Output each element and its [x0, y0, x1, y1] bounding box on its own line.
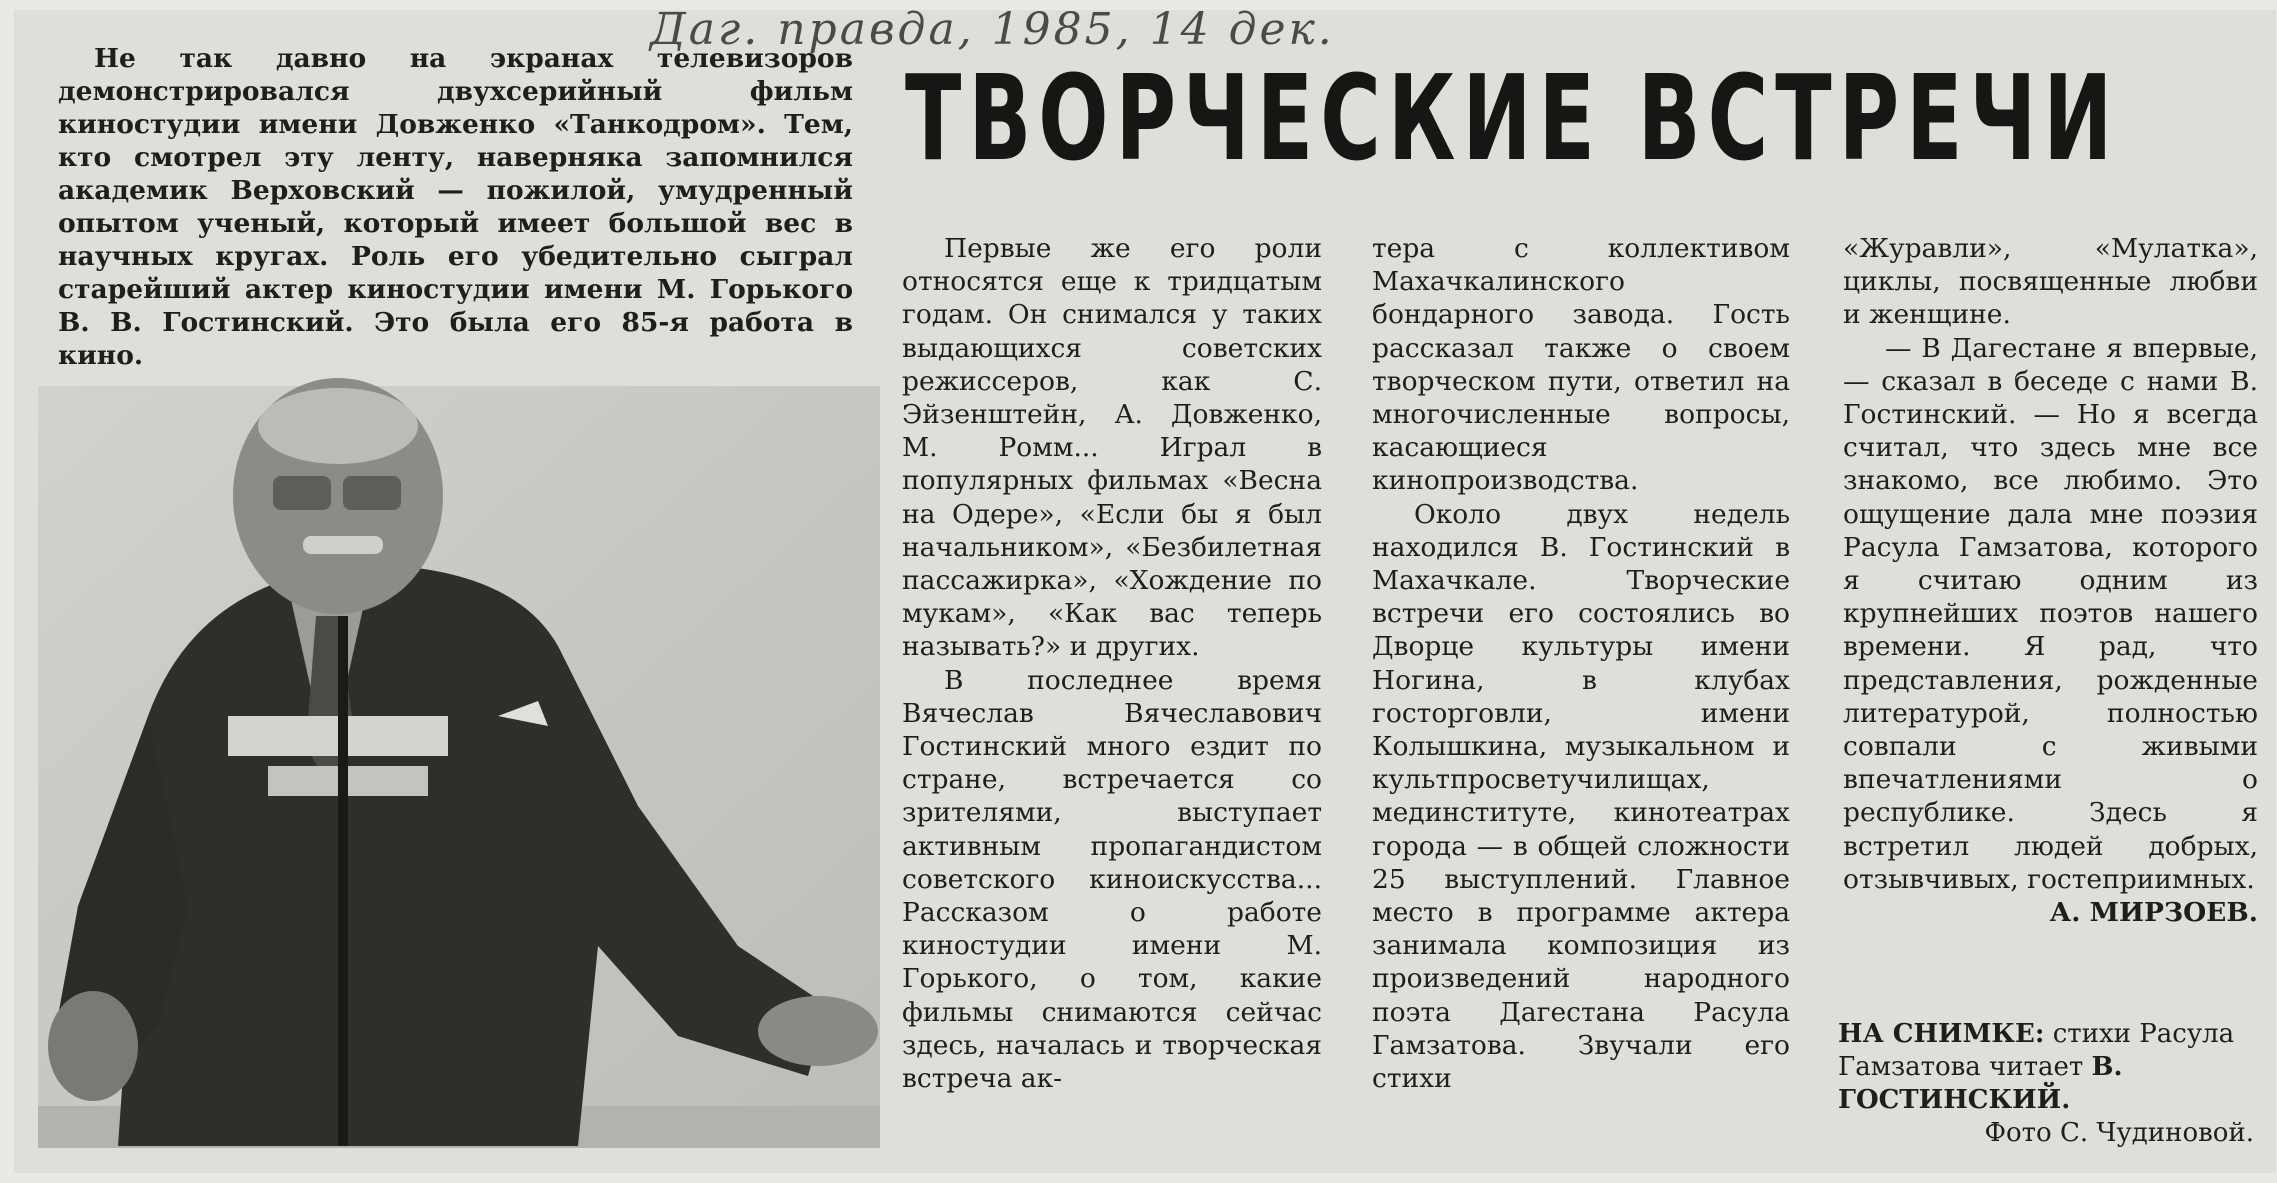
- column-1-paragraph-2: В последнее время Вячеслав Вячеславович Гостинский много ездит по стране, встречается со зрителями, выступает активным пропагандистом советского киноискусства... Рассказом о работе киностудии имени М. Горького, о том, какие фильмы снимаются сейчас здесь, началась и творческая встреча ак-: [902, 664, 1322, 1095]
- column-3-paragraph-2: — В Дагестане я впервые, — сказал в беседе с нами В. Гостинский. — Но я всегда считал, что здесь мне все знакомо, все любимо. Это ощущение дала мне поэзия Расула Гамзатова, которого я считаю одним из крупнейших поэтов нашего времени. Я рад, что представления, рожденные литературой, полностью совпали с живыми впечатлениями о республике. Здесь я встретил людей добрых, отзывчивых, гостеприимных.: [1843, 332, 2258, 895]
- article-photo: [38, 386, 880, 1148]
- caption-name: В. ГОСТИНСКИЙ.: [1838, 1052, 2123, 1115]
- article-column-1: [902, 232, 1322, 1095]
- column-2-paragraph-2: Около двух недель находился В. Гостинский в Махачкале. Творческие встречи его состоялись во Дворце культуры имени Ногина, в клубах госторговли, имени Колышкина, музыкальном и культпросветучилищах, мединституте, кинотеатрах города — в общей сложности 25 выступлений. Главное место в программе актера занимала композиция из произведений народного поэта Дагестана Расула Гамзатова. Звучали его стихи: [1372, 498, 1790, 1095]
- article-column-3: [1843, 232, 2258, 1012]
- author-signature: А. МИРЗОЕВ.: [2049, 897, 2258, 929]
- article-headline: ТВОРЧЕСКИЕ ВСТРЕЧИ: [905, 49, 2120, 187]
- article-lead: Не так давно на экранах телевизоров демонстрировался двухсерийный фильм киностудии имени Довженко «Танкодром». Тем, кто смотрел эту ленту, наверняка запомнился академик Верховский — пожилой, умудренный опытом ученый, который имеет большой вес в научных кругах. Роль его убедительно сыграл старейший актер киностудии имени М. Горького В. В. Гостинский. Это была его 85-я работа в кино.: [58, 43, 853, 371]
- caption-text: стихи Расула Гамзатова читает: [1838, 1019, 2235, 1082]
- photo-credit: Фото С. Чудиновой.: [1984, 1118, 2254, 1148]
- photo-man-speaking-image: [38, 386, 880, 1148]
- column-3-paragraph-1: «Журавли», «Мулатка», циклы, посвященные любви и женщине.: [1843, 233, 2258, 331]
- handwritten-source-note: Даг. правда, 1985, 14 дек.: [650, 4, 1335, 55]
- photo-caption: [1838, 1018, 2254, 1168]
- column-2-paragraph-1: тера с коллективом Махачкалинского бондарного завода. Гость рассказал также о своем творческом пути, ответил на многочисленные вопросы, касающиеся кинопроизводства.: [1372, 233, 1790, 497]
- column-1-paragraph-1: Первые же его роли относятся еще к тридцатым годам. Он снимался у таких выдающихся советских режиссеров, как С. Эйзенштейн, А. Довженко, М. Ромм... Играл в популярных фильмах «Весна на Одере», «Если бы я был начальником», «Безбилетная пассажирка», «Хождение по мукам», «Как вас теперь называть?» и других.: [902, 233, 1322, 663]
- article-column-2: [1372, 232, 1790, 1095]
- caption-label: НА СНИМКЕ:: [1838, 1019, 2045, 1049]
